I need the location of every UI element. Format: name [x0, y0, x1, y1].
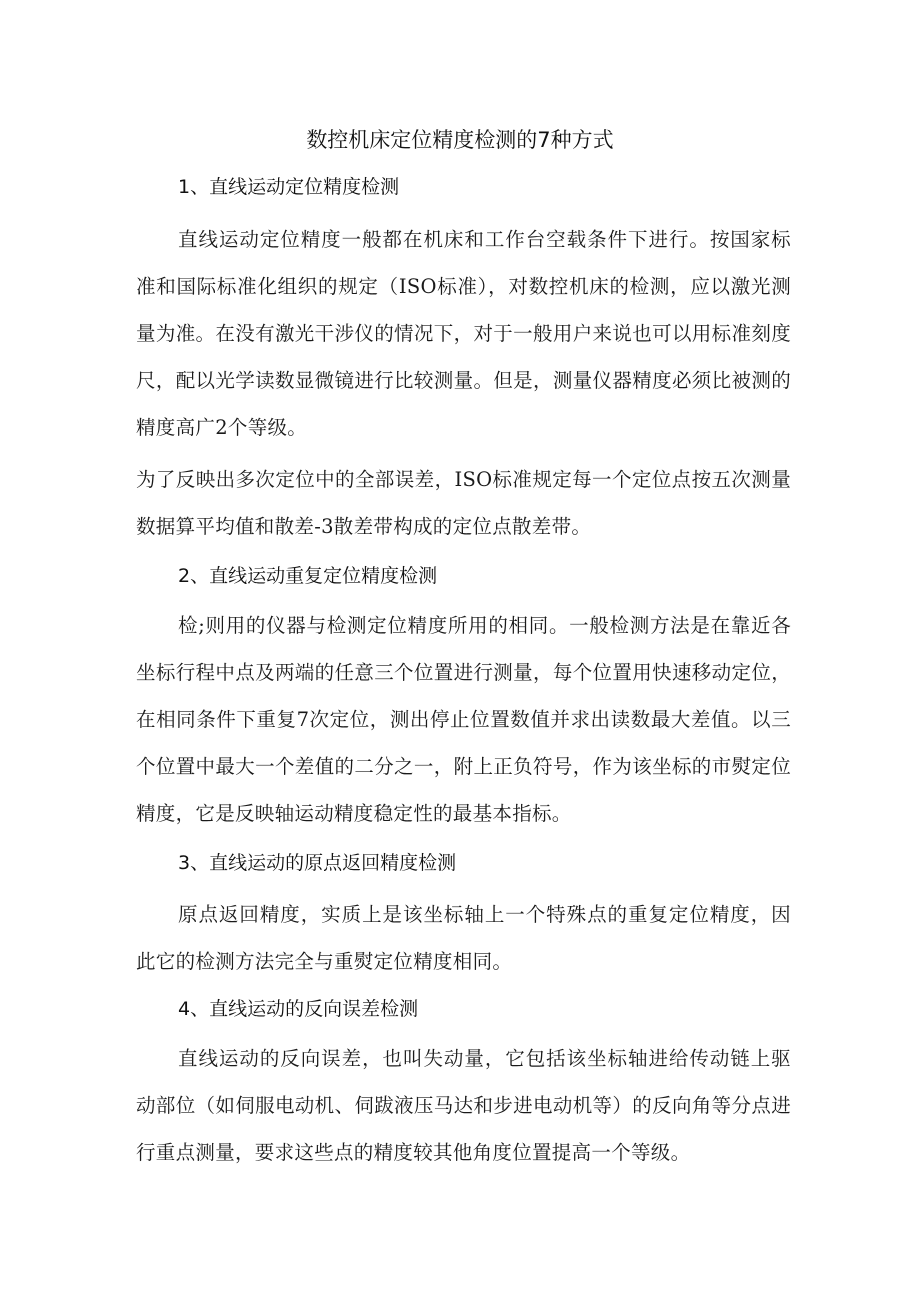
section-2-heading: 2、直线运动重复定位精度检测	[178, 565, 438, 587]
section-1-heading: 1、直线运动定位精度检测	[178, 176, 400, 198]
section-3-paragraph-1: 原点返回精度，实质上是该坐标轴上一个特殊点的重复定位精度，因此它的检测方法完全与重熨定位精度相同。	[136, 903, 791, 973]
document-title: 数控机床定位精度检测的7种方式	[306, 128, 614, 152]
section-3-heading: 3、直线运动的原点返回精度检测	[178, 852, 457, 874]
section-4-heading: 4、直线运动的反向误差检测	[178, 998, 419, 1020]
section-4-paragraph-1: 直线运动的反向误差，也叫失动量，它包括该坐标轴进给传动链上驱动部位（如伺服电动机、伺跋液压马达和步进电动机等）的反向角等分点进行重点测量，要求这些点的精度较其他角度位置提高一个等级。	[136, 1047, 791, 1164]
section-1-paragraph-2: 为了反映出多次定位中的全部误差，ISO标准规定每一个定位点按五次测量数据算平均值和散差-3散差带构成的定位点散差带。	[136, 468, 791, 538]
section-2-paragraph-1: 检;则用的仪器与检测定位精度所用的相同。一般检测方法是在靠近各坐标行程中点及两端的任意三个位置进行测量，每个位置用快速移动定位，在相同条件下重复7次定位，测出停止位置数值并求出读数最大差值。以三个位置中最大一个差值的二分之一，附上正负符号，作为该坐标的市熨定位精度，它是反映轴运动精度稳定性的最基本指标。	[136, 614, 791, 825]
section-1-paragraph-1: 直线运动定位精度一般都在机床和工作台空载条件下进行。按国家标准和国际标准化组织的规定（ISO标准），对数控机床的检测，应以激光测量为准。在没有激光干涉仪的情况下，对于一般用户来说也可以用标准刻度尺，配以光学读数显微镜进行比较测量。但是，测量仪器精度必须比被测的精度高广2个等级。	[136, 228, 791, 439]
